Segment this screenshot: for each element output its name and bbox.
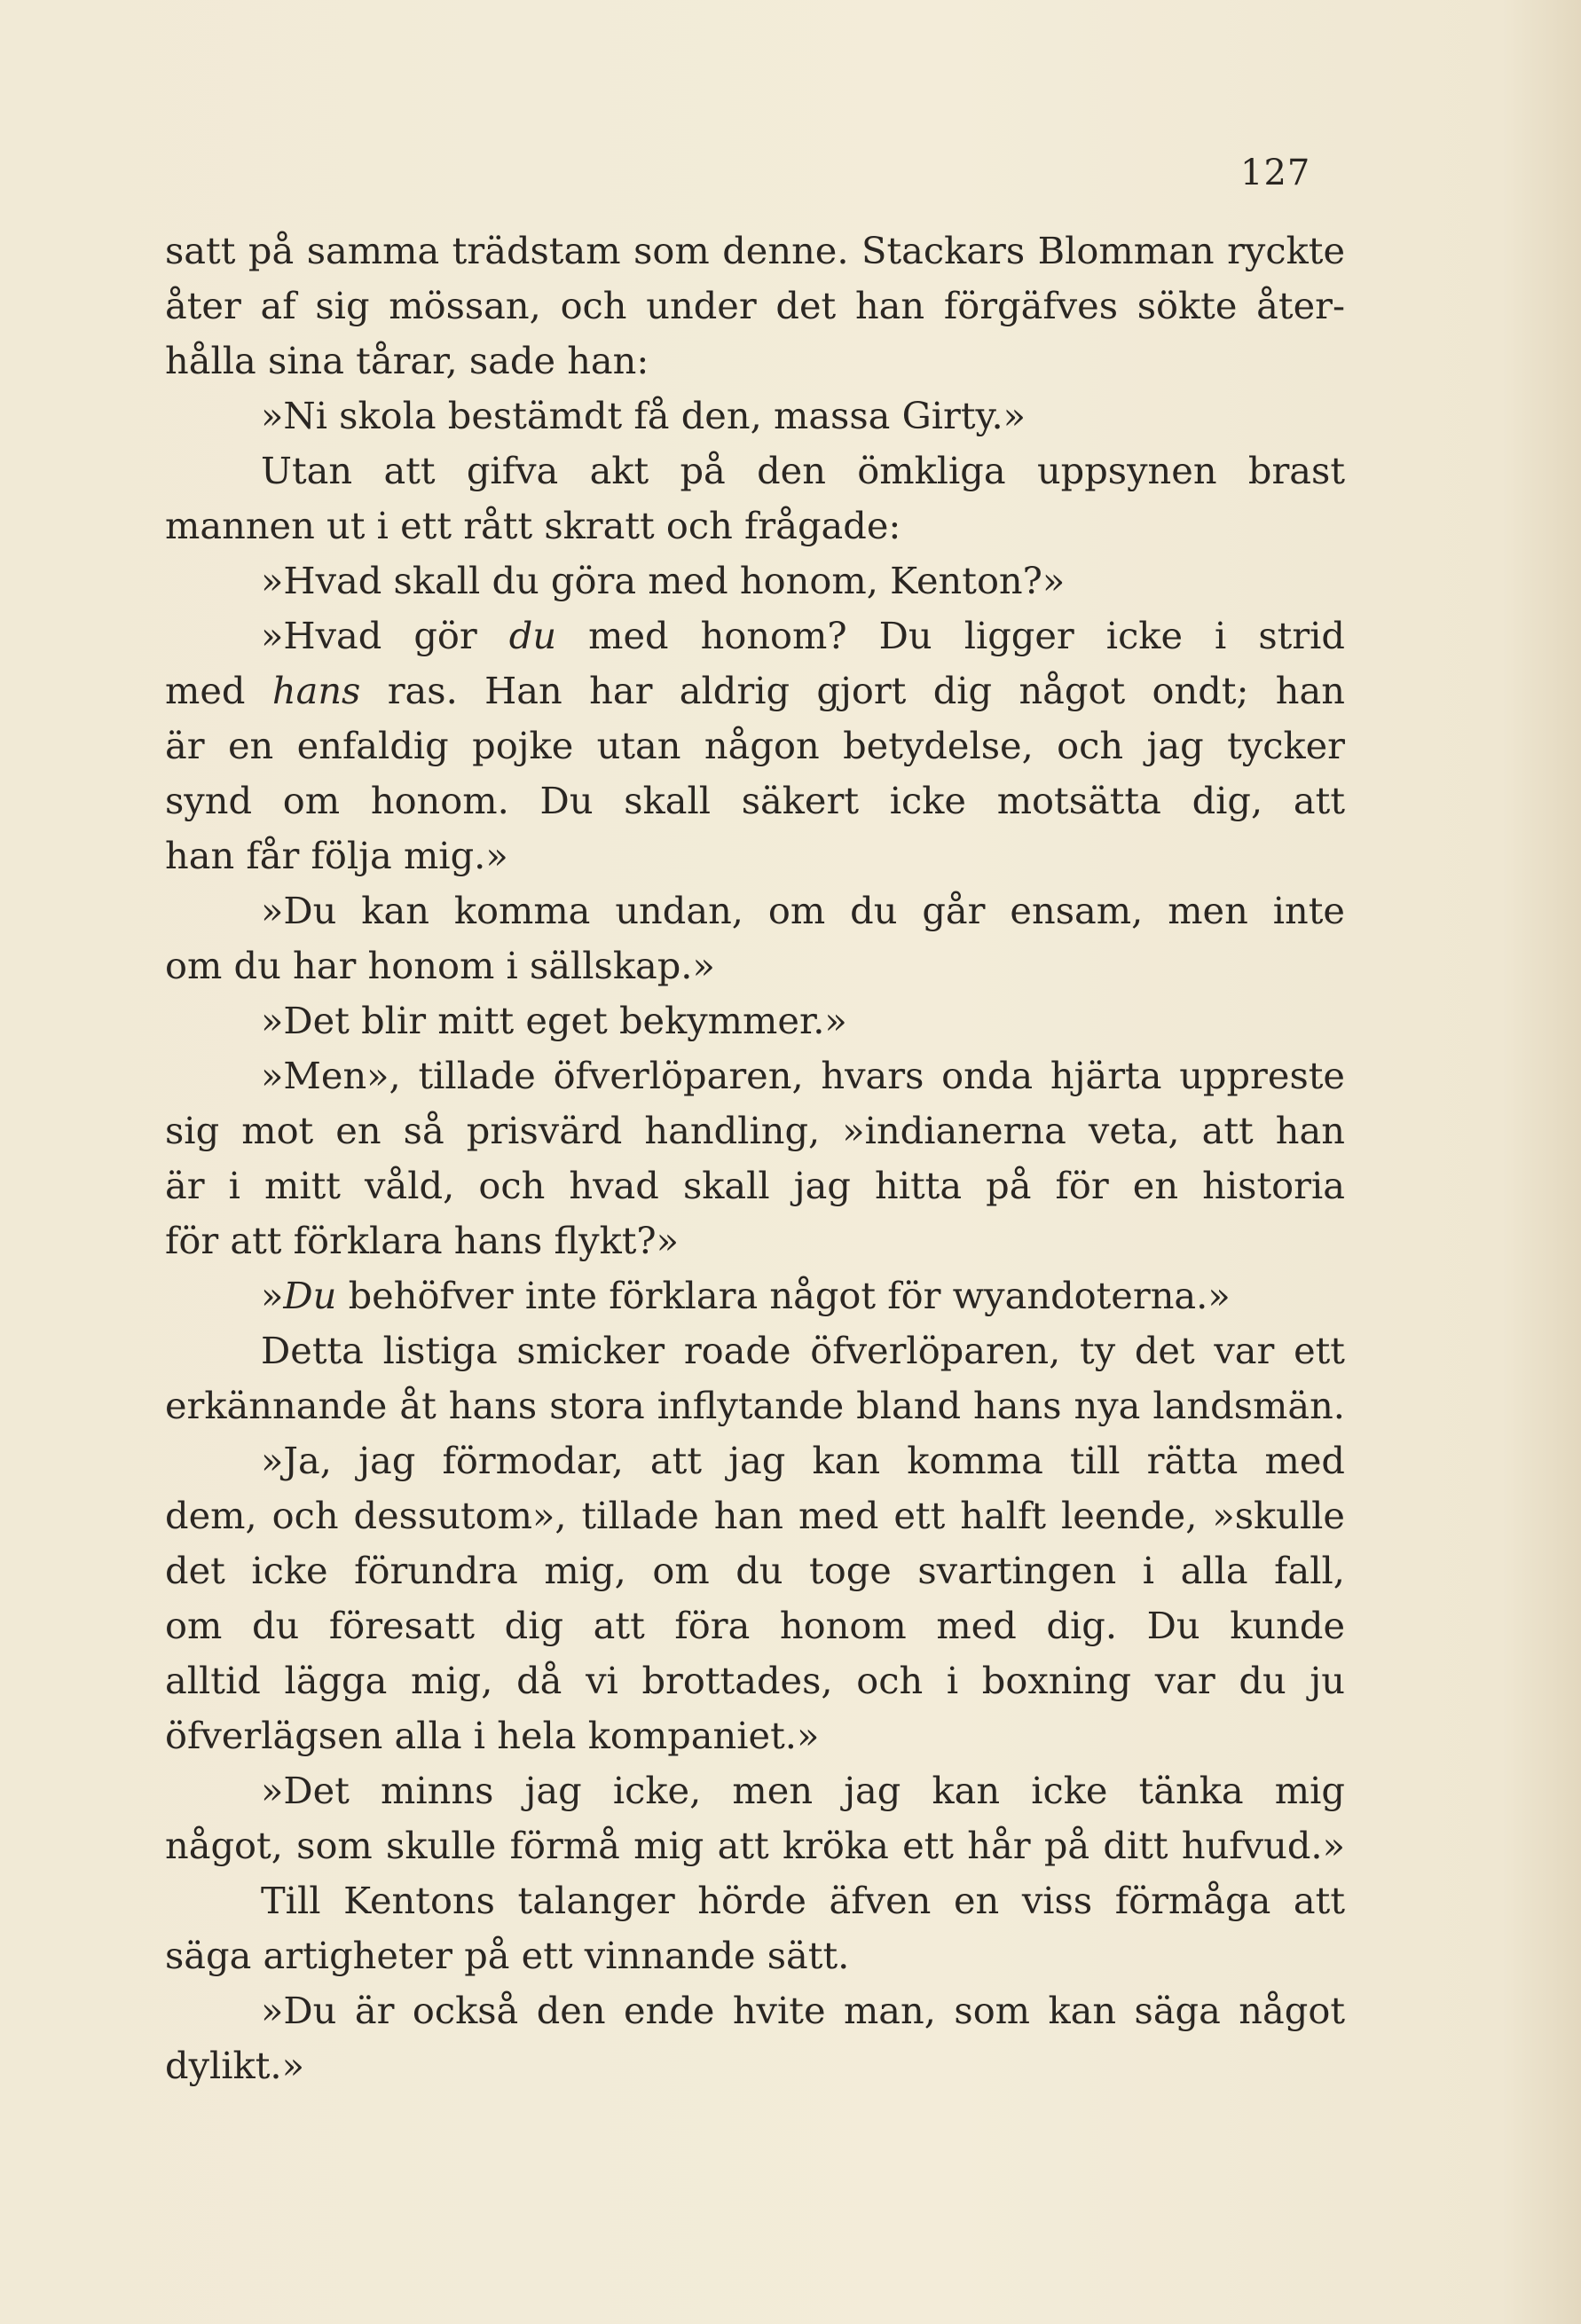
- text-line-15: »Det blir mitt eget bekymmer.»: [261, 999, 847, 1042]
- text-line-4: »Ni skola bestämdt få den, massa Girty.»: [261, 394, 1026, 437]
- text-line-9-italic: hans: [271, 669, 361, 712]
- text-line-8-italic: du: [508, 614, 557, 657]
- text-line-8-a: »Hvad gör: [261, 614, 509, 657]
- text-line-22: erkännande åt hans stora inflytande bland hans nya landsmän.: [165, 1384, 1345, 1427]
- text-line-27: alltid lägga mig, då vi brottades, och i boxning var du ju: [165, 1659, 1345, 1702]
- page-number: 127: [1240, 153, 1311, 193]
- text-line-14: om du har honom i sällskap.»: [165, 944, 715, 987]
- text-line-32: säga artigheter på ett vinnande sätt.: [165, 1934, 850, 1977]
- text-line-18: är i mitt våld, och hvad skall jag hitta på för en historia: [165, 1164, 1345, 1207]
- text-line-5: Utan att gifva akt på den ömkliga uppsynen brast: [261, 449, 1345, 492]
- text-line-2: åter af sig mössan, och under det han förgäfves sökte åter-: [165, 284, 1345, 327]
- text-line-8-b: med honom? Du ligger icke i strid: [556, 614, 1345, 657]
- text-line-34: dylikt.»: [165, 2044, 304, 2087]
- text-line-20-a: »: [261, 1274, 284, 1317]
- text-line-29: »Det minns jag icke, men jag kan icke tänka mig: [261, 1769, 1345, 1812]
- text-line-9: [165, 663, 1345, 718]
- text-line-12: han får följa mig.»: [165, 834, 508, 877]
- text-line-9-b: ras. Han har aldrig gjort dig något ondt; han: [360, 669, 1345, 712]
- text-line-7: »Hvad skall du göra med honom, Kenton?»: [261, 559, 1066, 602]
- text-line-17: sig mot en så prisvärd handling, »indianerna veta, att han: [165, 1109, 1345, 1152]
- text-line-20: [165, 1268, 1345, 1323]
- text-line-23: »Ja, jag förmodar, att jag kan komma till rätta med: [261, 1439, 1345, 1482]
- text-line-8: [165, 608, 1345, 663]
- text-line-21: Detta listiga smicker roade öfverlöparen, ty det var ett: [261, 1329, 1345, 1372]
- text-line-1: satt på samma trädstam som denne. Stackars Blomman ryckte: [165, 229, 1345, 272]
- body-text: [165, 224, 1345, 2093]
- text-line-20-italic: Du: [283, 1274, 337, 1317]
- text-line-9-a: med: [165, 669, 272, 712]
- text-line-13: »Du kan komma undan, om du går ensam, men inte: [261, 889, 1345, 932]
- text-line-33: »Du är också den ende hvite man, som kan säga något: [261, 1989, 1345, 2032]
- text-line-16: »Men», tillade öfverlöparen, hvars onda hjärta uppreste: [261, 1054, 1345, 1097]
- text-line-31: Till Kentons talanger hörde äfven en viss förmåga att: [261, 1879, 1345, 1922]
- text-line-3: hålla sina tårar, sade han:: [165, 339, 649, 382]
- text-line-28: öfverlägsen alla i hela kompaniet.»: [165, 1714, 820, 1757]
- text-line-26: om du föresatt dig att föra honom med dig. Du kunde: [165, 1604, 1345, 1647]
- text-line-30: något, som skulle förmå mig att kröka ett hår på ditt hufvud.»: [165, 1824, 1345, 1867]
- text-line-20-b: behöfver inte förklara något för wyandoterna.»: [336, 1274, 1231, 1317]
- text-line-11: synd om honom. Du skall säkert icke motsätta dig, att: [165, 779, 1345, 822]
- text-line-6: mannen ut i ett rått skratt och frågade:: [165, 504, 901, 547]
- text-line-25: det icke förundra mig, om du toge svartingen i alla fall,: [165, 1549, 1345, 1592]
- text-line-19: för att förklara hans flykt?»: [165, 1219, 680, 1262]
- text-line-24: dem, och dessutom», tillade han med ett halft leende, »skulle: [165, 1494, 1345, 1537]
- text-line-10: är en enfaldig pojke utan någon betydelse, och jag tycker: [165, 724, 1345, 767]
